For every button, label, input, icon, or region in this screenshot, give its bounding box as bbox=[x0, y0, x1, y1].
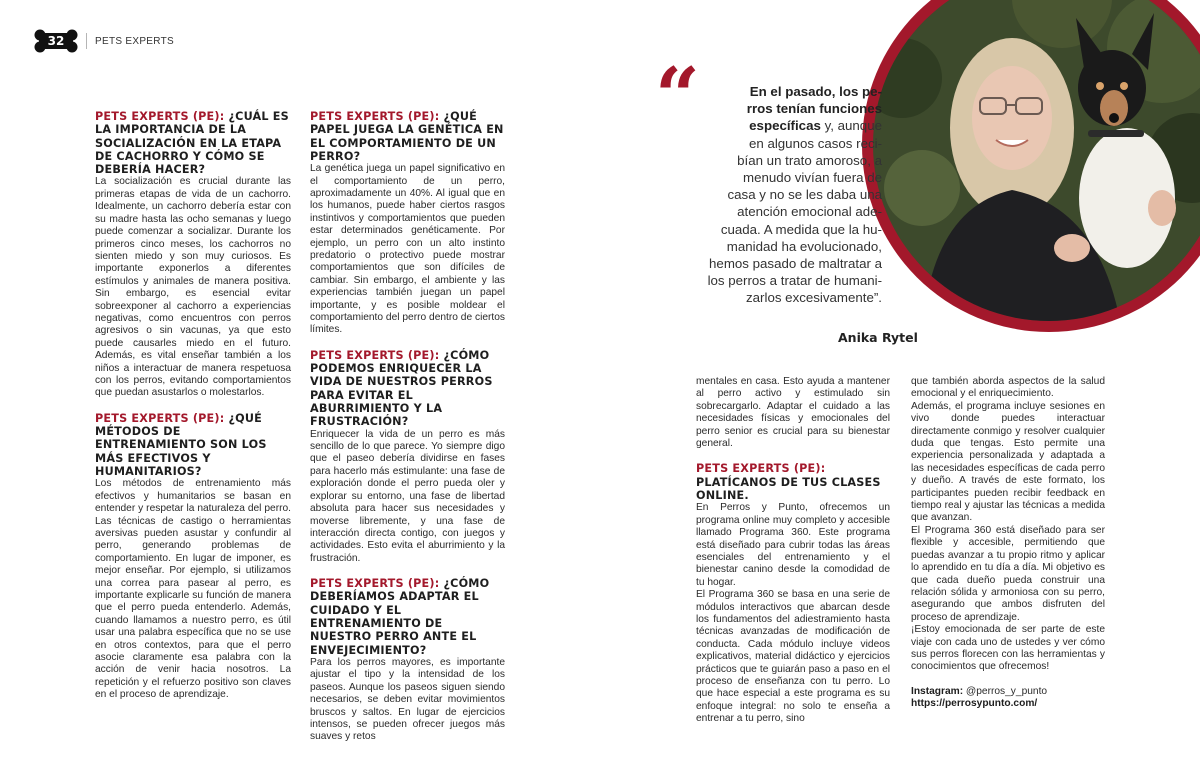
question-heading: PETS EXPERTS (PE): PLATÍCANOS DE TUS CLASES ONLINE. bbox=[696, 462, 881, 503]
header-divider bbox=[86, 33, 87, 49]
section-label: PETS EXPERTS bbox=[95, 35, 174, 47]
answer-paragraph: Enriquecer la vida de un perro es más sencillo de lo que parece. Yo siempre digo que el paseo debería dividirse en fases para hacerlo más estimulante: una fase de exploración donde el perro pueda oler y explorar su entorno, una fase de libertad absoluta para hacer sus necesidades y moverse libremente, y una fase de interacción directa contigo, con juegos y actividades. Esto evita el aburrimiento y la frustración. bbox=[310, 428, 505, 564]
answer-paragraph: ¡Estoy emocionada de ser parte de este viaje con cada uno de ustedes y ver cómo sus perros florecen con las herramientas y conocimientos que ofrecemos! bbox=[911, 624, 1105, 673]
article-column-3 bbox=[696, 376, 890, 726]
answer-paragraph: Los métodos de entrenamiento más efectivos y humanitarios se basan en entender y respetar la naturaleza del perro. Las técnicas de castigo o herramientas aversivas pueden asustar y confundir al perro, generando problemas de comportamiento. En lugar de imponer, es mejor enseñar. Por ejemplo, si utilizamos una correa para pasear al perro, es importante explicarle su función de manera que el perro pueda entenderlo. Además, cuando llamamos a nuestro perro, es útil usar una palabra específica que no se use en otros contextos, para que el perro asocie claramente esa palabra con la acción de venir hacia nosotros. La repetición y el refuerzo positivo son claves en el proceso de aprendizaje. bbox=[95, 478, 291, 701]
answer-paragraph: El Programa 360 está diseñado para ser flexible y accesible, permitiendo que puedas avanzar a tu propio ritmo y aplicar lo aprendido en tu día a día. Mi objetivo es que cada dueño pueda construir una relación sólida y armoniosa con su perro, asegurando que ambos disfruten del proceso de aprendizaje. bbox=[911, 524, 1105, 623]
page-header bbox=[34, 28, 174, 54]
article-column-2 bbox=[310, 110, 505, 744]
quote-author: Anika Rytel bbox=[838, 330, 918, 345]
author-photo bbox=[862, 0, 1200, 332]
website-link[interactable]: https://perrosypunto.com/ bbox=[911, 698, 1038, 710]
quote-mark-icon: “ bbox=[655, 51, 700, 142]
answer-paragraph: mentales en casa. Esto ayuda a mantener al perro activo y estimulado sin sobrecargarlo. Adaptar el cuidado a las necesidades físicas y emocionales del perro senior es crucial para su bienestar general. bbox=[696, 376, 890, 450]
question-heading: PETS EXPERTS (PE): ¿CÓMO PODEMOS ENRIQUECER LA VIDA DE NUESTROS PERROS PARA EVITAR EL ABURRIMIENTO Y LA FRUSTRACIÓN? bbox=[310, 348, 493, 429]
answer-paragraph: Para los perros mayores, es importante ajustar el tipo y la intensidad de los paseos. Aunque los paseos siguen siendo necesarios, se deben evitar movimientos bruscos y saltos. En lugar de ejercicios intensos, se pueden ofrecer juegos más suaves y retos bbox=[310, 656, 505, 743]
answer-paragraph: que también aborda aspectos de la salud emocional y el enriquecimiento. bbox=[911, 376, 1105, 400]
answer-paragraph: La genética juega un papel significativo en el comportamiento de un perro, aproximadamente un 40%. Al igual que en los humanos, puede haber ciertos rasgos instintivos y comportamientos que pueden estar determinados genéticamente. Por ejemplo, un perro con un alto instinto predatorio o protectivo puede mostrar comportamientos que son difíciles de cambiar. Sin embargo, el ambiente y las experiencias también juegan un papel importante, y es posible moldear el comportamiento del perro dentro de ciertos límites. bbox=[310, 163, 505, 336]
pull-quote: En el pasado, los pe- rros tenían funciones específicas y, aunque en algunos casos reci- bían un trato amoroso, a menudo vivían fuera de casa y no se les daba una atención emocional ade- cuada. A medida que la hu- manidad ha evolucionado, hemos pasado de maltratar a los perros a tratar de humani- zarlos excesivamente”. bbox=[707, 84, 882, 306]
article-column-4 bbox=[911, 376, 1105, 711]
question-heading: PETS EXPERTS (PE): ¿QUÉ MÉTODOS DE ENTRENAMIENTO SON LOS MÁS EFECTIVOS Y HUMANITARIOS? bbox=[95, 411, 267, 478]
bone-icon bbox=[34, 29, 78, 53]
answer-paragraph: Además, el programa incluye sesiones en vivo donde puedes interactuar directamente conmigo y resolver cualquier duda que tengas. Esto permite una experiencia personalizada y adaptada a las necesidades específicas de cada perro y dueño. A través de este formato, los participantes pueden recibir feedback en tiempo real y ajustar las técnicas a medida que avanzan. bbox=[911, 400, 1105, 524]
answer-paragraph: En Perros y Punto, ofrecemos un programa online muy completo y accesible llamado Programa 360. Este programa está diseñado para cubrir todas las áreas esenciales del entrenamiento y el bienestar canino desde la comodidad de tu hogar. bbox=[696, 502, 890, 588]
instagram-contact: Instagram: @perros_y_punto bbox=[911, 685, 1048, 697]
article-column-1 bbox=[95, 110, 291, 702]
question-heading: PETS EXPERTS (PE): ¿CUÁL ES LA IMPORTANCIA DE LA SOCIALIZACIÓN EN LA ETAPA DE CACHORRO Y CÓMO SE DEBERÍA HACER? bbox=[95, 110, 289, 177]
answer-paragraph: El Programa 360 se basa en una serie de módulos interactivos que abarcan desde los fundamentos del adiestramiento hasta técnicas avanzadas de modificación de conducta. Cada módulo incluye videos explicativos, material didáctico y ejercicios prácticos que te guiarán paso a paso en el proceso de enseñanza con tu perro. Lo que hace especial a este programa es su enfoque integral: no solo te enseña a entrenar a tu perro, sino bbox=[696, 589, 890, 725]
page-number: 32 bbox=[47, 34, 65, 48]
question-heading: PETS EXPERTS (PE): ¿CÓMO DEBERÍAMOS ADAPTAR EL CUIDADO Y EL ENTRENAMIENTO DE NUESTRO PERRO ANTE EL ENVEJECIMIENTO? bbox=[310, 577, 490, 657]
answer-paragraph: La socialización es crucial durante las primeras etapas de vida de un cachorro. Idealmente, un cachorro debería estar con su madre hasta las ocho semanas y luego puede comenzar a socializar. Durante los primeros cinco meses, los cachorros no sienten miedo y son muy curiosos. Es importante exponerlos a diferentes estímulos y animales de manera positiva. Sin embargo, es esencial evitar sobreexponer al cachorro a experiencias negativas, como encuentros con perros agresivos o sin vacunas, ya que esto puede causarles miedo en el futuro. Además, es vital enseñar también a los niños a interactuar de manera respetuosa con los perros, evitando comportamientos que puedan asustarlos o molestarlos. bbox=[95, 176, 291, 399]
question-heading: PETS EXPERTS (PE): ¿QUÉ PAPEL JUEGA LA GENÉTICA EN EL COMPORTAMIENTO DE UN PERRO? bbox=[310, 110, 504, 163]
